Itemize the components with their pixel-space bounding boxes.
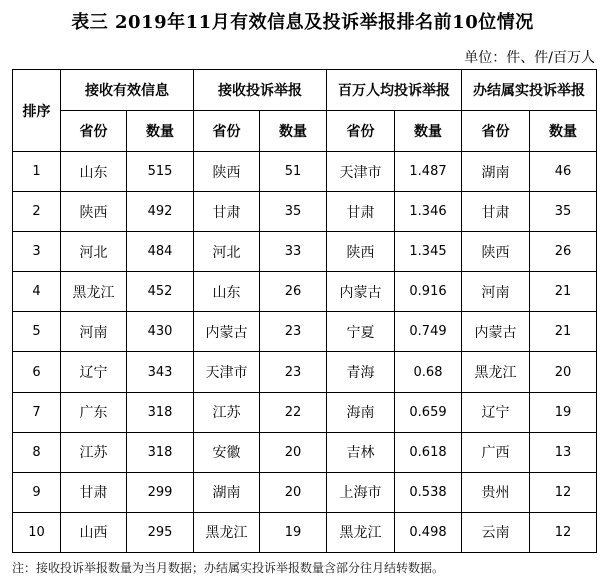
province-cell: 河北 — [194, 232, 260, 272]
header-count: 数量 — [395, 111, 462, 152]
count-cell: 33 — [260, 232, 327, 272]
province-cell: 陕西 — [327, 232, 395, 272]
header-province: 省份 — [194, 111, 260, 152]
province-cell: 江苏 — [194, 392, 260, 432]
rank-cell: 9 — [13, 472, 61, 512]
count-cell: 22 — [260, 392, 327, 432]
footnote: 注：接收投诉举报数量为当月数据；办结属实投诉举报数量含部分往月结转数据。 — [12, 561, 445, 575]
province-cell: 甘肃 — [462, 192, 530, 232]
province-cell: 湖南 — [194, 472, 260, 512]
province-cell: 贵州 — [462, 472, 530, 512]
province-cell: 青海 — [327, 352, 395, 392]
header-province: 省份 — [61, 111, 127, 152]
rank-cell: 3 — [13, 232, 61, 272]
province-cell: 云南 — [462, 512, 530, 552]
province-cell: 内蒙古 — [462, 312, 530, 352]
province-cell: 辽宁 — [462, 392, 530, 432]
count-cell: 343 — [127, 352, 194, 392]
count-cell: 1.346 — [395, 192, 462, 232]
province-cell: 陕西 — [194, 152, 260, 192]
header-count: 数量 — [260, 111, 327, 152]
count-cell: 430 — [127, 312, 194, 352]
table-row — [13, 152, 597, 192]
count-cell: 0.498 — [395, 512, 462, 552]
count-cell: 0.618 — [395, 432, 462, 472]
table-row — [13, 512, 597, 552]
header-rank: 排序 — [13, 70, 61, 152]
province-cell: 安徽 — [194, 432, 260, 472]
count-cell: 515 — [127, 152, 194, 192]
province-cell: 黑龙江 — [462, 352, 530, 392]
count-cell: 12 — [530, 512, 597, 552]
province-cell: 天津市 — [327, 152, 395, 192]
rank-cell: 2 — [13, 192, 61, 232]
province-cell: 甘肃 — [61, 472, 127, 512]
rank-cell: 5 — [13, 312, 61, 352]
province-cell: 河南 — [61, 312, 127, 352]
table-row — [13, 392, 597, 432]
header-group-valid-info: 接收有效信息 — [61, 70, 194, 111]
count-cell: 46 — [530, 152, 597, 192]
count-cell: 51 — [260, 152, 327, 192]
header-group-per-million: 百万人均投诉举报 — [327, 70, 462, 111]
header-province: 省份 — [462, 111, 530, 152]
count-cell: 20 — [530, 352, 597, 392]
count-cell: 23 — [260, 352, 327, 392]
count-cell: 19 — [260, 512, 327, 552]
count-cell: 35 — [260, 192, 327, 232]
table-row — [13, 232, 597, 272]
province-cell: 甘肃 — [327, 192, 395, 232]
province-cell: 甘肃 — [194, 192, 260, 232]
header-group-complaints: 接收投诉举报 — [194, 70, 327, 111]
table-title: 表三 2019年11月有效信息及投诉举报排名前10位情况 — [71, 12, 534, 33]
province-cell: 宁夏 — [327, 312, 395, 352]
header-row-groups — [13, 70, 597, 111]
count-cell: 1.345 — [395, 232, 462, 272]
rank-cell: 8 — [13, 432, 61, 472]
province-cell: 广西 — [462, 432, 530, 472]
count-cell: 20 — [260, 472, 327, 512]
count-cell: 19 — [530, 392, 597, 432]
rank-cell: 10 — [13, 512, 61, 552]
count-cell: 13 — [530, 432, 597, 472]
count-cell: 0.749 — [395, 312, 462, 352]
table-row — [13, 432, 597, 472]
province-cell: 陕西 — [462, 232, 530, 272]
province-cell: 山东 — [61, 152, 127, 192]
count-cell: 0.916 — [395, 272, 462, 312]
header-count: 数量 — [127, 111, 194, 152]
unit-label: 单位：件、件/百万人 — [464, 50, 595, 66]
rank-cell: 6 — [13, 352, 61, 392]
province-cell: 上海市 — [327, 472, 395, 512]
province-cell: 山东 — [194, 272, 260, 312]
count-cell: 12 — [530, 472, 597, 512]
province-cell: 黑龙江 — [327, 512, 395, 552]
header-row-sub — [13, 111, 597, 152]
rank-cell: 4 — [13, 272, 61, 312]
count-cell: 0.538 — [395, 472, 462, 512]
count-cell: 21 — [530, 272, 597, 312]
count-cell: 295 — [127, 512, 194, 552]
province-cell: 海南 — [327, 392, 395, 432]
table-row — [13, 272, 597, 312]
rank-cell: 7 — [13, 392, 61, 432]
table-body — [13, 152, 597, 553]
table-row — [13, 312, 597, 352]
province-cell: 辽宁 — [61, 352, 127, 392]
province-cell: 内蒙古 — [327, 272, 395, 312]
province-cell: 黑龙江 — [61, 272, 127, 312]
count-cell: 26 — [530, 232, 597, 272]
count-cell: 492 — [127, 192, 194, 232]
count-cell: 0.659 — [395, 392, 462, 432]
province-cell: 湖南 — [462, 152, 530, 192]
count-cell: 1.487 — [395, 152, 462, 192]
province-cell: 黑龙江 — [194, 512, 260, 552]
province-cell: 内蒙古 — [194, 312, 260, 352]
count-cell: 21 — [530, 312, 597, 352]
province-cell: 陕西 — [61, 192, 127, 232]
count-cell: 318 — [127, 392, 194, 432]
table-row — [13, 472, 597, 512]
count-cell: 23 — [260, 312, 327, 352]
province-cell: 天津市 — [194, 352, 260, 392]
header-province: 省份 — [327, 111, 395, 152]
province-cell: 山西 — [61, 512, 127, 552]
header-count: 数量 — [530, 111, 597, 152]
table-row — [13, 192, 597, 232]
count-cell: 0.68 — [395, 352, 462, 392]
count-cell: 299 — [127, 472, 194, 512]
count-cell: 26 — [260, 272, 327, 312]
count-cell: 35 — [530, 192, 597, 232]
province-cell: 江苏 — [61, 432, 127, 472]
province-cell: 河南 — [462, 272, 530, 312]
table-row — [13, 352, 597, 392]
province-cell: 吉林 — [327, 432, 395, 472]
ranking-table — [12, 69, 597, 553]
province-cell: 广东 — [61, 392, 127, 432]
count-cell: 484 — [127, 232, 194, 272]
rank-cell: 1 — [13, 152, 61, 192]
count-cell: 318 — [127, 432, 194, 472]
header-group-resolved: 办结属实投诉举报 — [462, 70, 597, 111]
count-cell: 452 — [127, 272, 194, 312]
count-cell: 20 — [260, 432, 327, 472]
province-cell: 河北 — [61, 232, 127, 272]
